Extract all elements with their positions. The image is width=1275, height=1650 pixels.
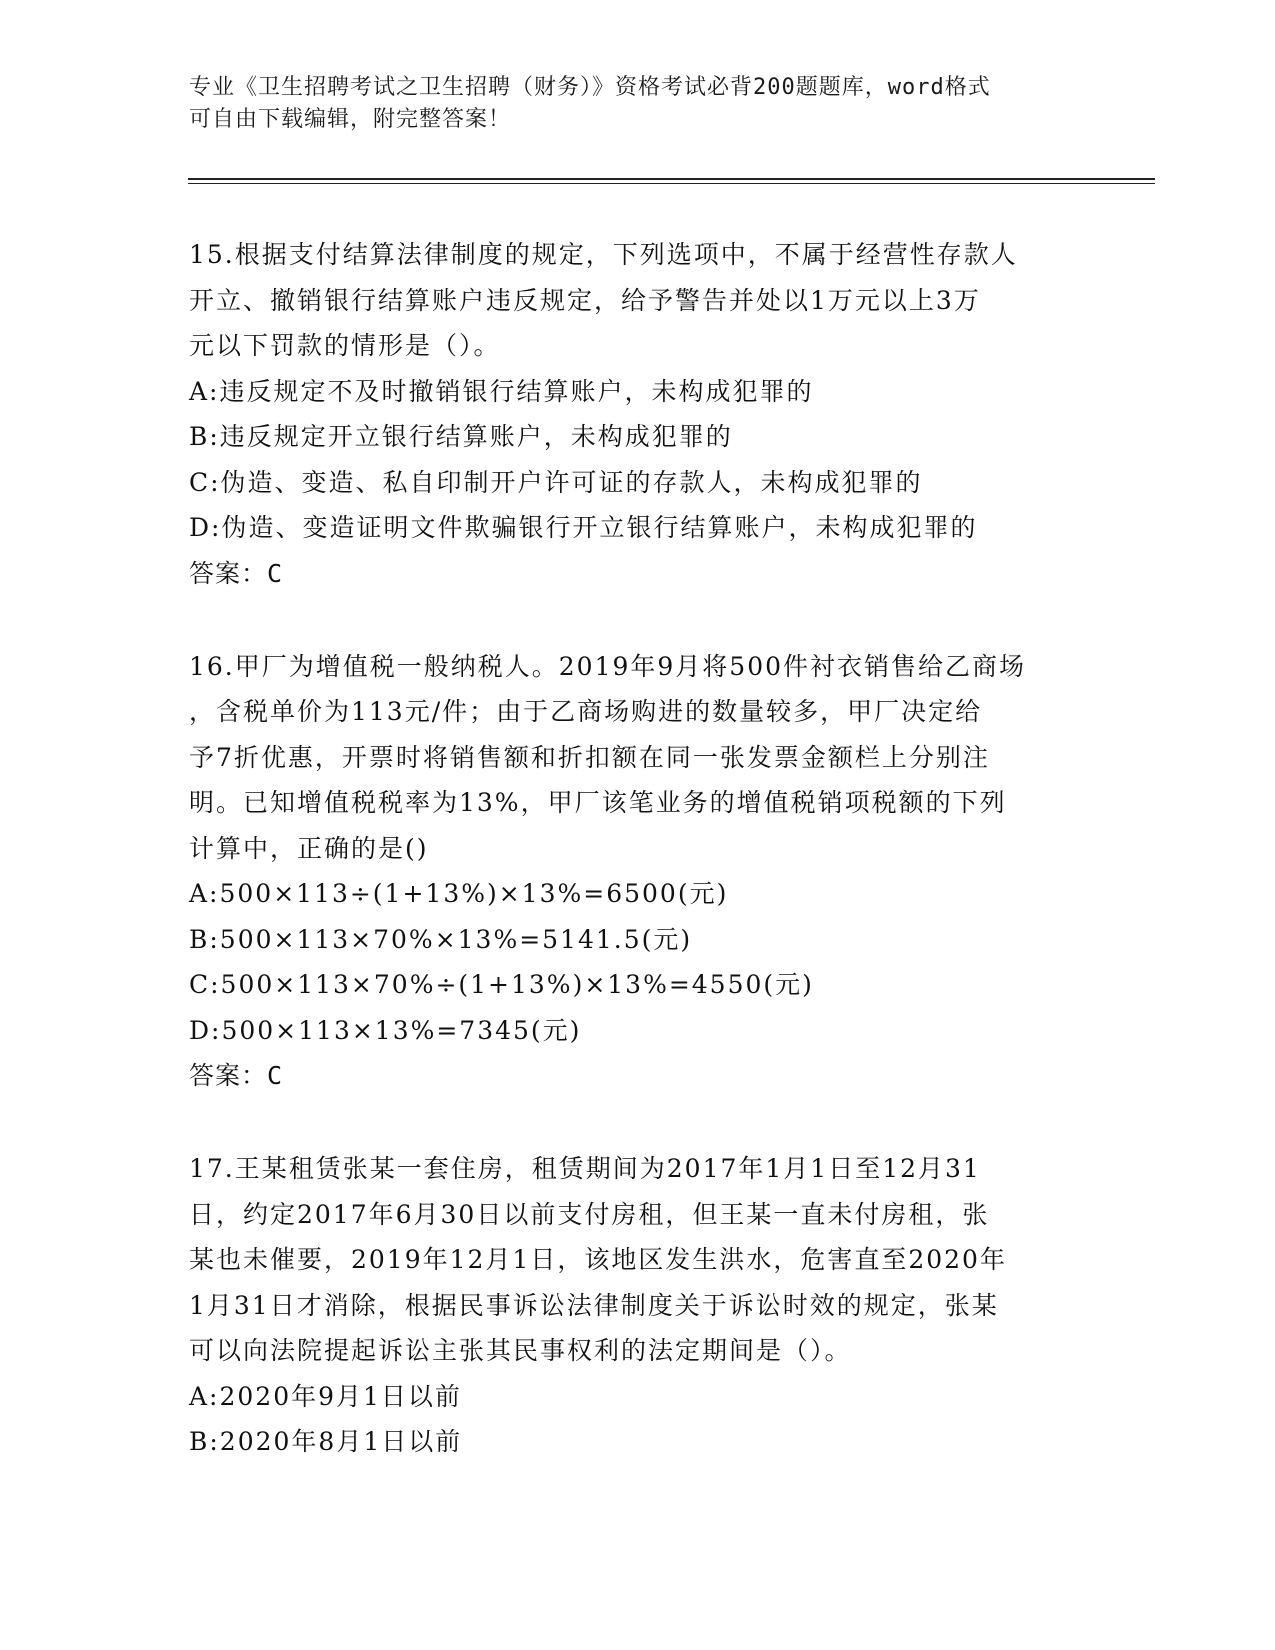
- option-c: C:500×113×70%÷(1+13%)×13%=4550(元): [189, 970, 814, 999]
- question-stem-line: 某也未催要，2019年12月1日，该地区发生洪水，危害直至2020年: [189, 1245, 1007, 1274]
- question-stem-line: 可以向法院提起诉讼主张其民事权利的法定期间是（）。: [189, 1336, 852, 1365]
- question-stem-line: 元以下罚款的情形是（）。: [189, 331, 501, 360]
- header-line-2: 可自由下载编辑，附完整答案！: [189, 107, 512, 132]
- question-stem-line: 15.根据支付结算法律制度的规定，下列选项中，不属于经营性存款人: [189, 240, 1018, 269]
- question-stem-line: 1月31日才消除，根据民事诉讼法律制度关于诉讼时效的规定，张某: [189, 1290, 999, 1320]
- header-divider-bottom: [188, 183, 1155, 184]
- option-c: C:伪造、变造、私自印制开户许可证的存款人，未构成犯罪的: [189, 467, 923, 497]
- question-16: [189, 644, 1089, 1099]
- option-d: D:500×113×13%=7345(元): [189, 1015, 582, 1045]
- question-stem-line: 17.王某租赁张某一套住房，租赁期间为2017年1月1日至12月31: [189, 1154, 981, 1183]
- question-stem-line: 计算中，正确的是(): [189, 833, 429, 863]
- question-stem-line: 予7折优惠，开票时将销售额和折扣额在同一张发票金额栏上分别注: [189, 742, 990, 772]
- header-line-1: 专业《卫生招聘考试之卫生招聘（财务）》资格考试必背200题题库，word格式: [189, 75, 991, 100]
- option-b: B:违反规定开立银行结算账户，未构成犯罪的: [189, 422, 733, 451]
- answer-label: 答案：C: [189, 1061, 284, 1090]
- question-stem-line: 日，约定2017年6月30日以前支付房租，但王某一直未付房租，张: [189, 1199, 990, 1229]
- header-divider-top: [188, 178, 1155, 180]
- option-a: A:违反规定不及时撤销银行结算账户，未构成犯罪的: [189, 376, 814, 406]
- question-stem-line: 开立、撤销银行结算账户违反规定，给予警告并处以1万元以上3万: [189, 285, 981, 315]
- document-header: [189, 72, 1089, 136]
- question-17: [189, 1146, 1089, 1465]
- option-b: B:2020年8月1日以前: [189, 1427, 463, 1456]
- question-stem-line: ，含税单价为113元/件；由于乙商场购进的数量较多，甲厂决定给: [189, 697, 983, 726]
- question-15: [189, 232, 1089, 596]
- question-stem-line: 16.甲厂为增值税一般纳税人。2019年9月将500件衬衣销售给乙商场: [189, 651, 1027, 681]
- question-list: [189, 232, 1089, 1513]
- option-d: D:伪造、变造证明文件欺骗银行开立银行结算账户，未构成犯罪的: [189, 513, 978, 542]
- option-a: A:500×113÷(1+13%)×13%=6500(元): [189, 879, 729, 908]
- answer-label: 答案：C: [189, 558, 284, 588]
- option-b: B:500×113×70%×13%=5141.5(元): [189, 924, 693, 954]
- option-a: A:2020年9月1日以前: [189, 1381, 462, 1411]
- question-stem-line: 明。已知增值税税率为13%，甲厂该笔业务的增值税销项税额的下列: [189, 788, 1007, 817]
